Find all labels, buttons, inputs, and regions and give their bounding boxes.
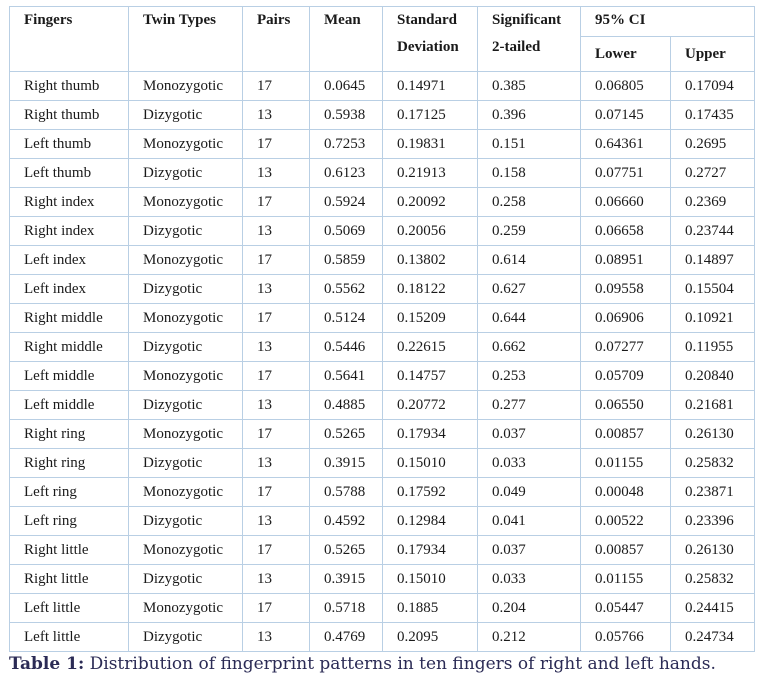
header-fingers: Fingers [10,7,129,72]
cell-significance: 0.212 [478,623,581,652]
cell-ci-lower: 0.06660 [581,188,671,217]
cell-sd: 0.2095 [383,623,478,652]
cell-significance: 0.158 [478,159,581,188]
cell-significance: 0.662 [478,333,581,362]
cell-significance: 0.151 [478,130,581,159]
cell-pairs: 17 [243,478,310,507]
cell-fingers: Left little [10,623,129,652]
header-95-ci: 95% CI [581,7,755,37]
cell-fingers: Right thumb [10,101,129,130]
cell-twin-type: Monozygotic [129,188,243,217]
cell-twin-type: Monozygotic [129,594,243,623]
cell-ci-lower: 0.05766 [581,623,671,652]
header-ci-upper: Upper [671,37,755,72]
header-sig-line1: Significant [492,12,562,28]
header-ci-lower: Lower [581,37,671,72]
cell-pairs: 17 [243,188,310,217]
cell-fingers: Right little [10,565,129,594]
header-standard-deviation [383,7,478,72]
cell-mean: 0.3915 [310,565,383,594]
cell-sd: 0.1885 [383,594,478,623]
cell-pairs: 13 [243,275,310,304]
cell-ci-upper: 0.24415 [671,594,755,623]
cell-pairs: 13 [243,623,310,652]
cell-pairs: 17 [243,72,310,101]
table-body [10,72,755,652]
header-pairs: Pairs [243,7,310,72]
cell-fingers: Left little [10,594,129,623]
cell-fingers: Left thumb [10,159,129,188]
table-row [10,101,755,130]
cell-sd: 0.19831 [383,130,478,159]
cell-twin-type: Dizygotic [129,391,243,420]
cell-mean: 0.5562 [310,275,383,304]
cell-significance: 0.258 [478,188,581,217]
cell-ci-upper: 0.17094 [671,72,755,101]
cell-sd: 0.17125 [383,101,478,130]
cell-fingers: Left middle [10,391,129,420]
cell-mean: 0.3915 [310,449,383,478]
table-caption [9,654,716,674]
cell-mean: 0.5924 [310,188,383,217]
cell-ci-lower: 0.00857 [581,536,671,565]
cell-twin-type: Monozygotic [129,246,243,275]
cell-ci-lower: 0.08951 [581,246,671,275]
cell-significance: 0.049 [478,478,581,507]
cell-significance: 0.041 [478,507,581,536]
cell-ci-lower: 0.07751 [581,159,671,188]
cell-ci-upper: 0.20840 [671,362,755,391]
cell-ci-lower: 0.05447 [581,594,671,623]
cell-sd: 0.20056 [383,217,478,246]
cell-pairs: 13 [243,333,310,362]
cell-ci-lower: 0.09558 [581,275,671,304]
cell-twin-type: Dizygotic [129,507,243,536]
cell-sd: 0.18122 [383,275,478,304]
cell-ci-upper: 0.24734 [671,623,755,652]
cell-ci-lower: 0.07277 [581,333,671,362]
cell-twin-type: Dizygotic [129,565,243,594]
cell-mean: 0.5446 [310,333,383,362]
table-row [10,130,755,159]
table-row [10,217,755,246]
cell-sd: 0.15010 [383,449,478,478]
cell-sd: 0.12984 [383,507,478,536]
table-container [9,6,755,652]
table-row [10,594,755,623]
cell-ci-upper: 0.15504 [671,275,755,304]
cell-twin-type: Monozygotic [129,478,243,507]
cell-pairs: 17 [243,304,310,333]
header-sd-line1: Standard [397,12,458,28]
cell-mean: 0.5124 [310,304,383,333]
table-row [10,507,755,536]
cell-pairs: 17 [243,420,310,449]
cell-ci-upper: 0.23396 [671,507,755,536]
table-row [10,362,755,391]
cell-ci-lower: 0.01155 [581,565,671,594]
cell-ci-lower: 0.05709 [581,362,671,391]
cell-sd: 0.20092 [383,188,478,217]
header-twin-types: Twin Types [129,7,243,72]
cell-fingers: Left ring [10,478,129,507]
cell-mean: 0.5069 [310,217,383,246]
cell-pairs: 13 [243,159,310,188]
table-row [10,188,755,217]
data-table [9,6,755,652]
cell-significance: 0.253 [478,362,581,391]
cell-twin-type: Monozygotic [129,130,243,159]
cell-pairs: 13 [243,101,310,130]
cell-significance: 0.033 [478,565,581,594]
cell-sd: 0.15010 [383,565,478,594]
table-row [10,159,755,188]
cell-pairs: 17 [243,362,310,391]
cell-fingers: Left index [10,246,129,275]
cell-significance: 0.037 [478,536,581,565]
header-significant [478,7,581,72]
cell-fingers: Right ring [10,449,129,478]
cell-pairs: 13 [243,565,310,594]
cell-twin-type: Dizygotic [129,623,243,652]
cell-fingers: Right middle [10,304,129,333]
cell-ci-upper: 0.2695 [671,130,755,159]
cell-twin-type: Monozygotic [129,536,243,565]
table-row [10,333,755,362]
cell-twin-type: Dizygotic [129,217,243,246]
cell-pairs: 13 [243,449,310,478]
cell-ci-upper: 0.23871 [671,478,755,507]
header-sd-line2: Deviation [397,39,459,55]
cell-ci-upper: 0.17435 [671,101,755,130]
caption-text: Distribution of fingerprint patterns in ten fingers of right and left hands. [84,654,716,674]
cell-significance: 0.385 [478,72,581,101]
cell-ci-upper: 0.26130 [671,420,755,449]
cell-fingers: Right middle [10,333,129,362]
cell-mean: 0.5718 [310,594,383,623]
cell-sd: 0.17592 [383,478,478,507]
cell-twin-type: Monozygotic [129,72,243,101]
cell-mean: 0.4769 [310,623,383,652]
cell-fingers: Right ring [10,420,129,449]
cell-mean: 0.5788 [310,478,383,507]
table-row [10,449,755,478]
cell-sd: 0.14757 [383,362,478,391]
cell-mean: 0.5265 [310,536,383,565]
cell-significance: 0.037 [478,420,581,449]
cell-pairs: 17 [243,130,310,159]
cell-ci-upper: 0.25832 [671,449,755,478]
cell-mean: 0.0645 [310,72,383,101]
cell-significance: 0.204 [478,594,581,623]
cell-significance: 0.627 [478,275,581,304]
cell-ci-lower: 0.00048 [581,478,671,507]
table-row [10,623,755,652]
table-row [10,304,755,333]
cell-fingers: Right little [10,536,129,565]
cell-sd: 0.21913 [383,159,478,188]
cell-pairs: 13 [243,217,310,246]
cell-sd: 0.17934 [383,420,478,449]
cell-mean: 0.4592 [310,507,383,536]
cell-ci-lower: 0.00522 [581,507,671,536]
cell-ci-upper: 0.25832 [671,565,755,594]
cell-twin-type: Dizygotic [129,449,243,478]
cell-ci-upper: 0.10921 [671,304,755,333]
cell-sd: 0.15209 [383,304,478,333]
cell-ci-lower: 0.06658 [581,217,671,246]
cell-ci-upper: 0.11955 [671,333,755,362]
cell-pairs: 13 [243,391,310,420]
cell-ci-upper: 0.23744 [671,217,755,246]
cell-significance: 0.259 [478,217,581,246]
cell-sd: 0.14971 [383,72,478,101]
cell-ci-upper: 0.2727 [671,159,755,188]
cell-sd: 0.20772 [383,391,478,420]
cell-mean: 0.5938 [310,101,383,130]
cell-ci-lower: 0.06550 [581,391,671,420]
cell-pairs: 17 [243,246,310,275]
cell-sd: 0.22615 [383,333,478,362]
cell-twin-type: Monozygotic [129,304,243,333]
header-mean: Mean [310,7,383,72]
cell-pairs: 17 [243,536,310,565]
cell-pairs: 13 [243,507,310,536]
cell-twin-type: Dizygotic [129,333,243,362]
table-row [10,565,755,594]
cell-ci-upper: 0.14897 [671,246,755,275]
cell-ci-upper: 0.21681 [671,391,755,420]
table-row [10,478,755,507]
cell-sd: 0.17934 [383,536,478,565]
cell-significance: 0.033 [478,449,581,478]
header-sig-line2: 2-tailed [492,39,541,55]
cell-significance: 0.614 [478,246,581,275]
cell-fingers: Right thumb [10,72,129,101]
cell-ci-lower: 0.07145 [581,101,671,130]
cell-ci-lower: 0.06805 [581,72,671,101]
cell-mean: 0.7253 [310,130,383,159]
cell-ci-lower: 0.06906 [581,304,671,333]
cell-fingers: Left thumb [10,130,129,159]
cell-twin-type: Dizygotic [129,159,243,188]
table-row [10,72,755,101]
table-row [10,391,755,420]
cell-pairs: 17 [243,594,310,623]
cell-fingers: Right index [10,217,129,246]
cell-mean: 0.5641 [310,362,383,391]
cell-ci-lower: 0.00857 [581,420,671,449]
cell-mean: 0.6123 [310,159,383,188]
cell-fingers: Left ring [10,507,129,536]
cell-twin-type: Dizygotic [129,275,243,304]
table-row [10,246,755,275]
table-row [10,275,755,304]
cell-ci-upper: 0.26130 [671,536,755,565]
cell-twin-type: Dizygotic [129,101,243,130]
cell-fingers: Left middle [10,362,129,391]
cell-twin-type: Monozygotic [129,420,243,449]
table-row [10,420,755,449]
cell-mean: 0.5859 [310,246,383,275]
cell-twin-type: Monozygotic [129,362,243,391]
cell-significance: 0.644 [478,304,581,333]
cell-sd: 0.13802 [383,246,478,275]
cell-ci-lower: 0.01155 [581,449,671,478]
caption-label: Table 1: [9,654,85,674]
table-row [10,536,755,565]
cell-significance: 0.396 [478,101,581,130]
cell-fingers: Right index [10,188,129,217]
cell-ci-lower: 0.64361 [581,130,671,159]
cell-mean: 0.4885 [310,391,383,420]
cell-ci-upper: 0.2369 [671,188,755,217]
cell-significance: 0.277 [478,391,581,420]
cell-fingers: Left index [10,275,129,304]
cell-mean: 0.5265 [310,420,383,449]
